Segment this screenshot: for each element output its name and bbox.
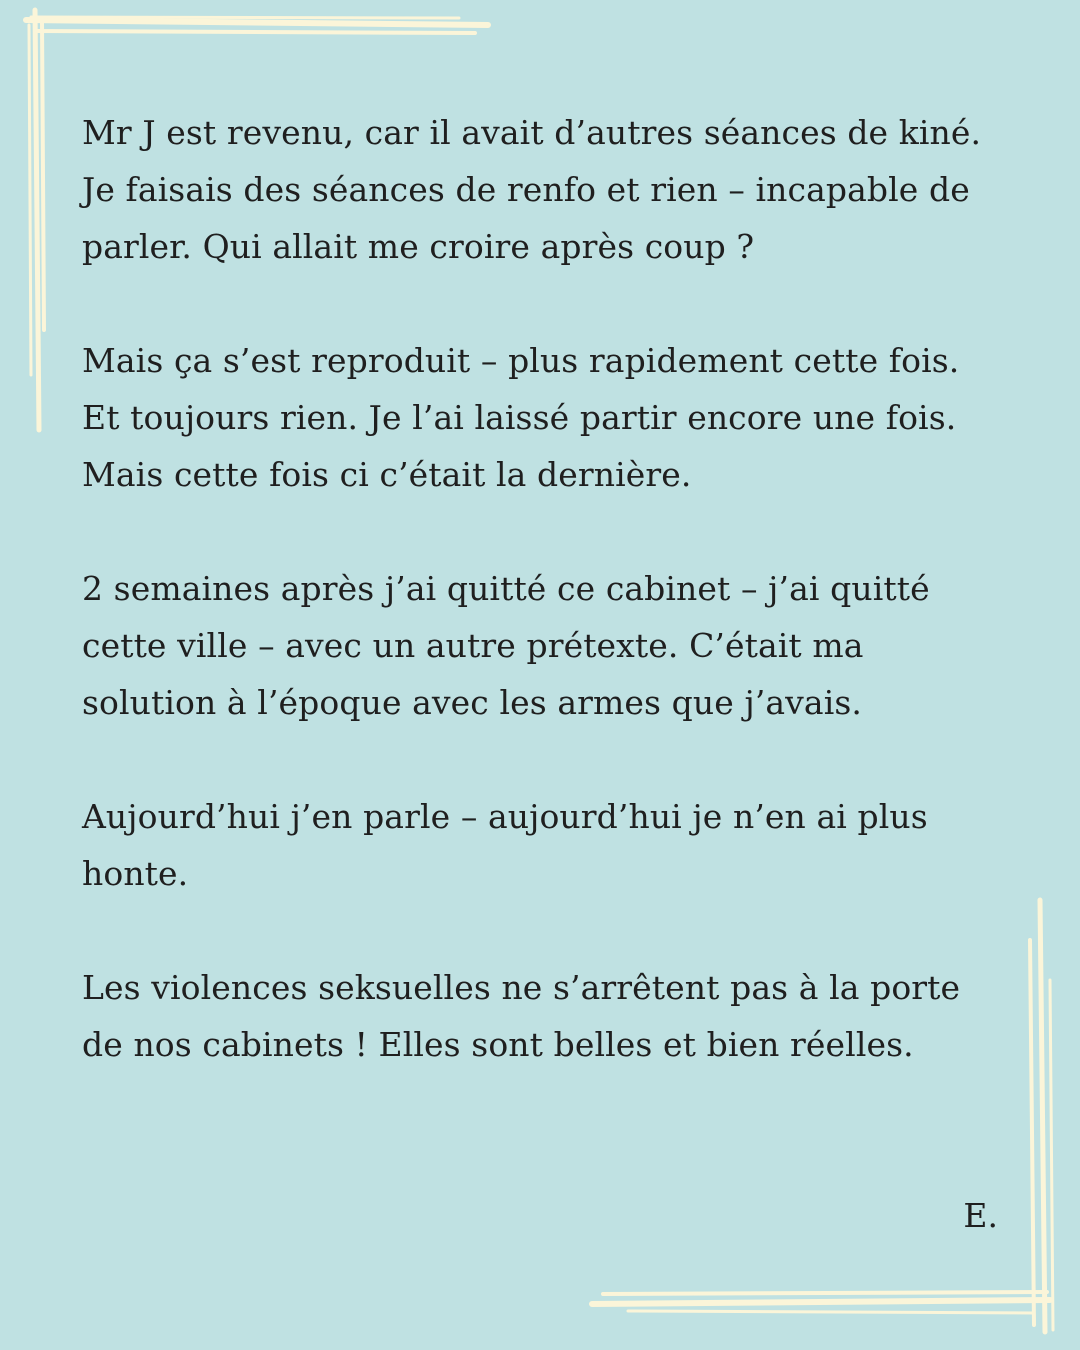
paragraph-5: Les violences seksuelles ne s’arrêtent pas à la porte de nos cabinets ! Elles sont belles et bien réelles. <box>82 968 961 1064</box>
signature: E. <box>963 1196 998 1235</box>
paragraph-2: Mais ça s’est reproduit – plus rapidement cette fois. Et toujours rien. Je l’ai laissé partir encore une fois. Mais cette fois ci c’était la dernière. <box>82 341 960 494</box>
paragraph-1: Mr J est revenu, car il avait d’autres séances de kiné. Je faisais des séances de renfo et rien – incapable de parler. Qui allait me croire après coup ? <box>82 113 982 266</box>
letter-body <box>82 104 992 1073</box>
paragraph-3: 2 semaines après j’ai quitté ce cabinet – j’ai quitté cette ville – avec un autre prétexte. C’était ma solution à l’époque avec les armes que j’avais. <box>82 569 930 722</box>
paragraph-4: Aujourd’hui j’en parle – aujourd’hui je n’en ai plus honte. <box>82 797 928 893</box>
